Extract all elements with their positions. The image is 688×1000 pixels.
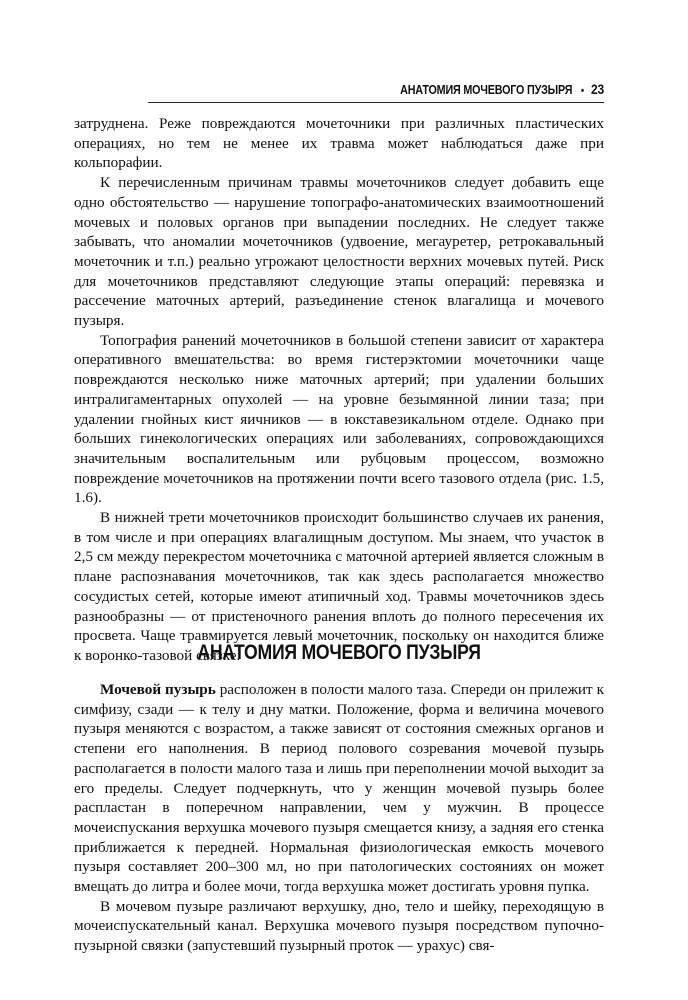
running-header-title: АНАТОМИЯ МОЧЕВОГО ПУЗЫРЯ: [400, 83, 573, 97]
paragraph-lower-third: В нижней трети мочеточников происходит большинство случаев их ранения, в том числе и при операциях влагалищным доступом. Мы знаем, что участок в 2,5 см между перекрестом мочеточника с маточной артерией является сложным в плане распознавания мочеточников, так как здесь располагается множество сосудистых сетей, которые имеют атипичный ход. Травмы мочеточников здесь разнообразны — от пристеночного ранения вплоть до полного пересечения их просвета. Чаще травмируется левый мочеточник, поскольку он находится ближе к воронко-тазовой связке.: [74, 509, 604, 664]
page-number: 23: [590, 81, 604, 97]
section-heading: АНАТОМИЯ МОЧЕВОГО ПУЗЫРЯ: [197, 641, 481, 664]
paragraph-injury-topography: Топография ранений мочеточников в большой степени зависит от характера оперативного вмешательства: во время гистерэктомии мочеточники чаще повреждаются несколько ниже маточных артерий; при удалении больших интралигаментарных опухолей — на уровне безымянной линии таза; при удалении гнойных кист яичников — в юкставезикальном отделе. Однако при больших гинекологических операциях или заболеваниях, сопровождающихся значительным воспалительным или рубцовым процессом, возможно повреждение мочеточников на протяжении почти всего тазового отдела (рис. 1.5, 1.6).: [74, 331, 604, 507]
paragraph-bladder-location-text: расположен в полости малого таза. Спереди он прилежит к симфизу, сзади — к телу и дну матки. Положение, форма и величина мочевого пузыря меняются с возрастом, а также зависят от состояния смежных органов и степени его наполнения. В период полового созревания мочевой пузырь располагается в полости малого таза и лишь при переполнении мочой выходит за его пределы. Следует подчеркнуть, что у женщин мочевой пузырь более распластан в поперечном направлении, чем у мужчин. В процессе мочеиспускания верхушка мочевого пузыря смещается книзу, а задняя его стенка приближается к передней. Нормальная физиологическая емкость мочевого пузыря составляет 200–300 мл, но при патологических состояниях он может вмещать до литра и более мочи, тогда верхушка может достигать уровня пупка.: [74, 681, 604, 896]
paragraph-ureter-injury-causes: К перечисленным причинам травмы мочеточников следует добавить еще одно обстоятельство — нарушение топографо-анатомических взаимоотношений мочевых и половых органов при выпадении последних. Не следует также забывать, что аномалии мочеточников (удвоение, мегауретер, ретрокавальный мочеточник и т.п.) реально угрожают целостности верхних мочевых путей. Риск для мочеточников представляют следующие этапы операций: перевязка и рассечение маточных артерий, разъединение стенок влагалища и мочевого пузыря.: [74, 174, 604, 330]
body-text-block: [74, 114, 604, 666]
bold-term: Мочевой пузырь: [100, 681, 216, 698]
paragraph-bladder-parts: В мочевом пузыре различают верхушку, дно, тело и шейку, переходящую в мочеиспускательный канал. Верхушка мочевого пузыря посредством пупочно-пузырной связки (запустевший пузырный проток — урахус) свя-: [74, 897, 604, 955]
paragraph-bladder-location: [74, 680, 604, 897]
section-body-text: [74, 680, 604, 956]
paragraph-continuation: затруднена. Реже повреждаются мочеточники при различных пластических операциях, но тем не менее их травма может наблюдаться даже при кольпорафии.: [74, 115, 604, 172]
bullet-separator-icon: •: [580, 85, 585, 97]
running-header: [148, 76, 604, 103]
